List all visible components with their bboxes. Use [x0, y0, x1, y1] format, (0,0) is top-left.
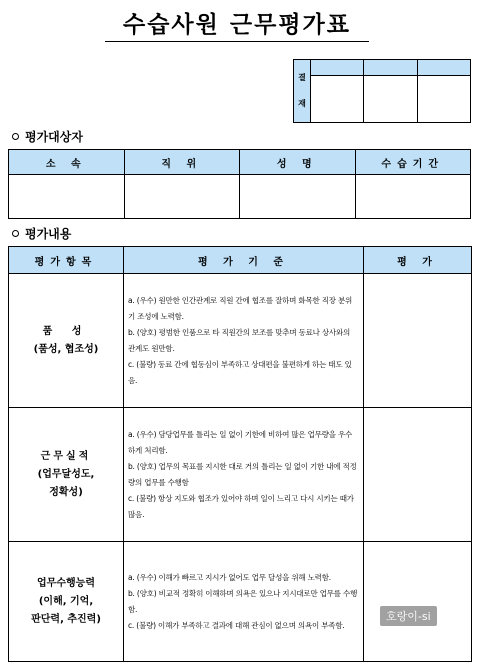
eval-item-sub: 판단력, 추진력) — [31, 613, 101, 625]
eval-header-item: 평가항목 — [9, 247, 124, 274]
section-content-heading — [12, 225, 71, 242]
eval-item-character — [9, 274, 124, 408]
eval-item-sub: 정확성) — [49, 486, 83, 498]
target-affiliation-cell[interactable] — [9, 175, 125, 219]
criteria-line: c. (불량) 항상 지도와 협조가 있어야 하며 일이 느리고 다시 시키는 때가 많음. — [128, 493, 354, 519]
criteria-line: b. (양호) 평범한 인품으로 타 직원간의 보조를 맞추며 동료나 상사와의 관계도 원만함. — [128, 327, 351, 353]
approval-sign-cell[interactable] — [311, 76, 364, 123]
criteria-line: a. (우수) 이해가 빠르고 지시가 없어도 업무 달성을 위해 노력함. — [128, 572, 331, 582]
eval-item-performance — [9, 408, 124, 542]
eval-item-title: 품 성 — [42, 325, 90, 337]
document-title: 수습사원 근무평가표 — [123, 12, 351, 38]
title-underline — [105, 41, 369, 42]
criteria-line: c. (불량) 동료 간에 협동심이 부족하고 상대편을 불편하게 하는 태도 있음. — [128, 359, 352, 385]
eval-score-cell[interactable] — [364, 274, 472, 408]
criteria-line: a. (우수) 담당업무를 틀리는 일 없이 기한에 비하여 많은 업무량을 우수하게 처리함. — [128, 429, 353, 455]
approval-label-bottom: 재 — [298, 99, 306, 108]
section-target-heading — [12, 128, 83, 145]
table-row — [9, 274, 472, 408]
eval-item-sub: (업무달성도, — [37, 468, 95, 480]
eval-criteria-character — [124, 274, 364, 408]
target-header-period: 수습기간 — [355, 150, 471, 175]
table-row — [9, 408, 472, 542]
eval-header-score: 평 가 — [364, 247, 472, 274]
eval-item-sub: (품성, 협조성) — [33, 343, 99, 355]
eval-score-cell[interactable] — [364, 408, 472, 542]
evaluation-table — [8, 246, 472, 662]
eval-item-ability — [9, 542, 124, 662]
criteria-line: c. (불량) 이해가 부족하고 결과에 대해 관심이 없으며 의욕이 부족함. — [128, 620, 345, 630]
section-target-label: 평가대상자 — [25, 130, 83, 144]
approval-header-cell — [364, 60, 417, 76]
eval-item-title: 근무실적 — [40, 450, 92, 462]
criteria-line: b. (양호) 비교적 정확히 이해하며 의욕은 있으나 지시대로만 업무를 수행함. — [128, 588, 358, 614]
criteria-line: b. (양호) 업무의 목표를 지시한 대로 거의 틀리는 일 없이 기한 내에 적정량의 업무를 수행함 — [128, 461, 357, 487]
target-header-affiliation: 소 속 — [9, 150, 125, 175]
target-table — [8, 149, 471, 219]
approval-header-cell — [311, 60, 364, 76]
criteria-line: a. (우수) 원만한 인간관계로 직원 간에 협조를 잘하며 화목한 직장 분위기 조성에 노력함. — [128, 295, 353, 321]
circle-bullet-icon — [12, 133, 19, 140]
approval-box — [293, 59, 471, 123]
eval-criteria-ability — [124, 542, 364, 662]
target-position-cell[interactable] — [124, 175, 240, 219]
eval-item-title: 업무수행능력 — [37, 577, 95, 589]
eval-criteria-performance — [124, 408, 364, 542]
approval-label — [294, 60, 311, 123]
approval-header-cell — [417, 60, 470, 76]
circle-bullet-icon — [12, 230, 19, 237]
eval-header-criteria: 평 가 기 준 — [124, 247, 364, 274]
table-row — [9, 542, 472, 662]
approval-label-top: 결 — [298, 73, 306, 82]
watermark: 호랑이-si — [380, 606, 437, 626]
section-content-label: 평가내용 — [25, 227, 72, 241]
target-header-position: 직 위 — [124, 150, 240, 175]
eval-score-cell[interactable] — [364, 542, 472, 662]
target-header-name: 성 명 — [240, 150, 356, 175]
target-period-cell[interactable] — [355, 175, 471, 219]
eval-item-sub: (이해, 기억, — [38, 595, 94, 607]
approval-sign-cell[interactable] — [364, 76, 417, 123]
target-name-cell[interactable] — [240, 175, 356, 219]
approval-sign-cell[interactable] — [417, 76, 470, 123]
